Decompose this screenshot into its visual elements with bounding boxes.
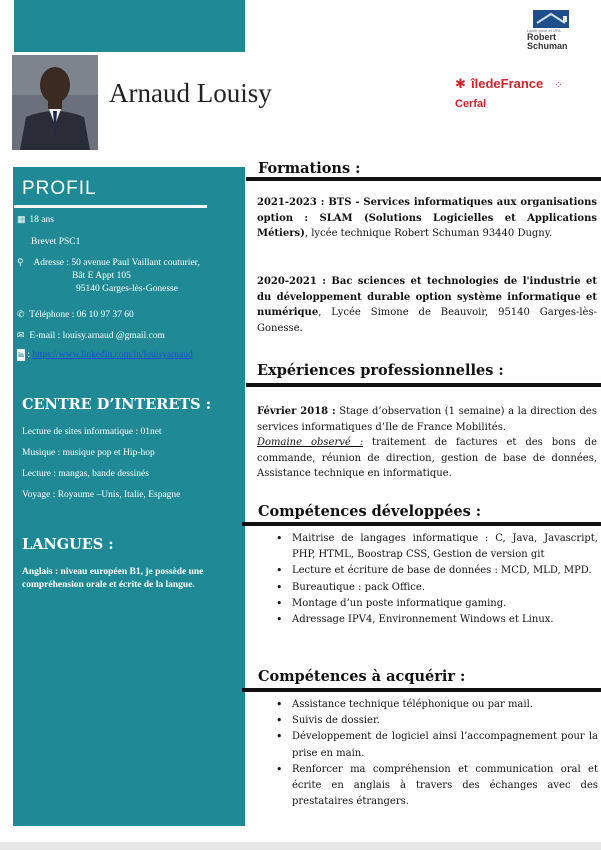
age-value: 18 ans bbox=[29, 215, 54, 225]
experience-description: Stage d’observation (1 semaine) a la direction des services informatiques d’Ile de France Mobilités. bbox=[257, 406, 597, 433]
school-name-line2: Schuman bbox=[527, 41, 568, 51]
candidate-name: Arnaud Louisy bbox=[109, 78, 272, 108]
cerfal-wordmark: Cerfal bbox=[455, 98, 487, 110]
page-bottom-edge bbox=[0, 842, 601, 850]
experience-item bbox=[257, 404, 597, 482]
list-item: • Lecture et écriture de base de données : MCD, MLD, MPD. bbox=[276, 563, 598, 579]
email-value[interactable]: E-mail : louisy.arnaud @gmail.com bbox=[29, 331, 165, 341]
interest-item: Lecture : mangas, bande dessinés bbox=[22, 469, 149, 479]
school-caption: Lycée privé et UFA bbox=[527, 28, 561, 33]
linkedin-icon: in bbox=[18, 351, 24, 359]
phone-icon: ✆ bbox=[17, 309, 25, 319]
interest-item: Lecture de sites informatique : 01net bbox=[22, 427, 162, 437]
profile-photo bbox=[12, 55, 98, 150]
email-icon: ✉ bbox=[17, 330, 25, 340]
phone-row bbox=[17, 308, 134, 321]
linkedin-prefix: : bbox=[27, 350, 31, 360]
linkedin-link[interactable]: https://www.linkedin.com/in/louisyarnaud bbox=[32, 350, 193, 360]
profil-divider bbox=[14, 205, 207, 208]
experiences-title: Expériences professionnelles : bbox=[257, 362, 504, 379]
formation-2-title: 2020-2021 : Bac sciences et technologies de l'industrie et du développement durable option système informatique et numérique bbox=[257, 276, 597, 318]
address-line3: 95140 Garges-lès-Gonesse bbox=[76, 284, 178, 294]
school-logo-emblem bbox=[533, 10, 569, 28]
interests-title: CENTRE D’INTERETS : bbox=[22, 396, 212, 413]
idf-wordmark: îledeFrance bbox=[471, 76, 544, 91]
address-block bbox=[17, 256, 237, 296]
interest-item: Voyage : Royaume –Unis, Italie, Espagne bbox=[22, 490, 181, 500]
skills-todo-list bbox=[258, 697, 598, 810]
list-item: • Bureautique : pack Office. bbox=[276, 580, 598, 596]
formation-item-1 bbox=[257, 195, 597, 242]
formations-rule bbox=[246, 177, 601, 181]
linkedin-row bbox=[17, 349, 193, 361]
skills-todo-title: Compétences à acquérir : bbox=[258, 668, 466, 685]
list-item: • Renforcer ma compréhension et communication oral et écrite en anglais à travers des échanges avec des prestataires étrangers. bbox=[276, 762, 598, 811]
formation-2-detail: , Lycée Simone de Beauvoir, 95140 Garges-lès-Gonesse. bbox=[257, 307, 597, 334]
profil-title: PROFIL bbox=[22, 178, 97, 199]
idf-star-icon: ✱ bbox=[455, 77, 466, 92]
list-item: • Développement de logiciel ainsi l’accompagnement pour la prise en main. bbox=[276, 729, 598, 761]
brevet-value: Brevet PSC1 bbox=[31, 237, 81, 247]
experiences-rule bbox=[246, 383, 601, 387]
age-row bbox=[17, 213, 54, 226]
formations-title: Formations : bbox=[258, 160, 361, 177]
list-item: • Suivis de dossier. bbox=[276, 713, 598, 729]
address-line1: Adresse : 50 avenue Paul Vaillant couturier, bbox=[33, 258, 200, 268]
formation-item-2 bbox=[257, 274, 597, 336]
list-item: • Montage d’un poste informatique gaming. bbox=[276, 596, 598, 612]
address-line2: Bât E Appt 105 bbox=[72, 271, 131, 281]
experience-date: Février 2018 : bbox=[257, 406, 336, 417]
top-color-band bbox=[14, 0, 245, 52]
skills-todo-rule bbox=[242, 688, 601, 692]
list-item: • Maitrise de langages informatique : C, Java, Javascript, PHP, HTML, Boostrap CSS, Gestion de version git bbox=[276, 531, 598, 563]
languages-text: Anglais : niveau européen B1, je possède une compréhension orale et écrite de la langue. bbox=[22, 567, 204, 590]
location-pin-icon: ⚲ bbox=[17, 257, 24, 267]
cerfal-dots-icon: ⁘ bbox=[554, 80, 563, 91]
email-row bbox=[17, 329, 165, 342]
formation-1-title: 2021-2023 : BTS - Services informatiques aux organisations option : SLAM (Solutions Logicielles et Applications Métiers) bbox=[257, 197, 597, 239]
skills-developed-title: Compétences développées : bbox=[258, 503, 482, 520]
skills-developed-rule bbox=[242, 522, 601, 526]
list-item: • Assistance technique téléphonique ou par mail. bbox=[276, 697, 598, 713]
school-name-line1: Robert bbox=[527, 32, 556, 42]
region-logo bbox=[455, 73, 590, 110]
phone-value: Téléphone : 06 10 97 37 60 bbox=[29, 310, 134, 320]
school-logo bbox=[527, 10, 585, 68]
interest-item: Musique : musique pop et Hip-hop bbox=[22, 448, 155, 458]
formation-1-detail: , lycée technique Robert Schuman 93440 Dugny. bbox=[304, 228, 553, 239]
experience-domain-label: Domaine observé : bbox=[257, 437, 364, 448]
languages-title: LANGUES : bbox=[22, 536, 114, 553]
list-item: • Adressage IPV4, Environnement Windows et Linux. bbox=[276, 612, 598, 628]
skills-developed-list bbox=[258, 531, 598, 628]
calendar-icon: ▦ bbox=[17, 214, 26, 224]
experience-domain-text: traitement de factures et des bons de commande, réunion de direction, gestion de base de données, Assistance technique en informatique. bbox=[257, 437, 597, 479]
